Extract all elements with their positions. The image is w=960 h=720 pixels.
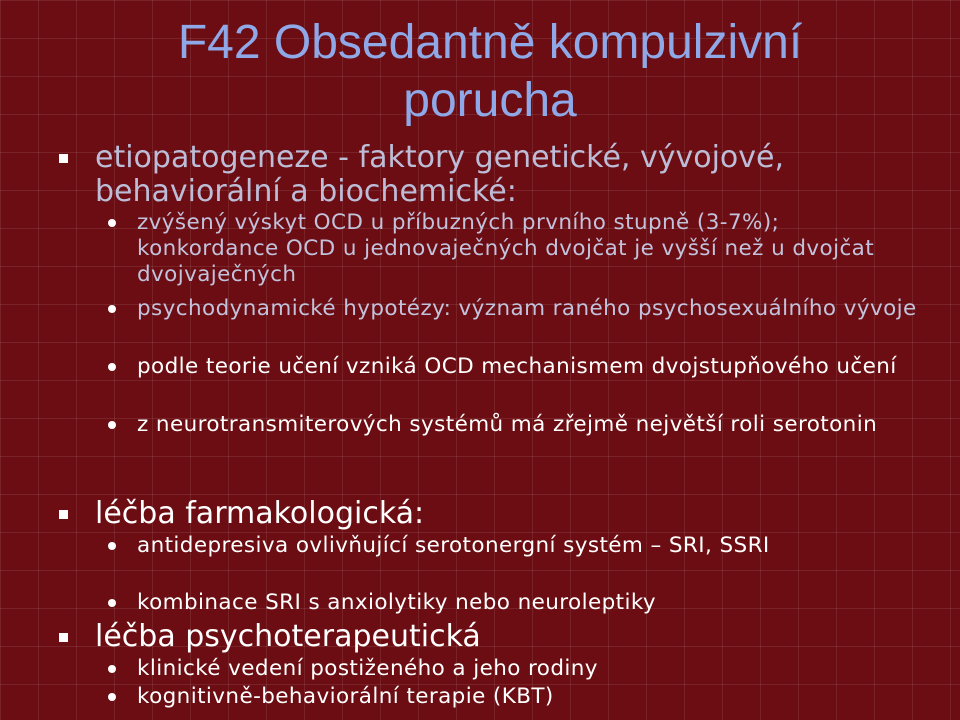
square-bullet-icon	[59, 510, 68, 519]
list-item-clinical-guidance: klinické vedení postiženého a jeho rodiny	[137, 656, 917, 682]
round-bullet-icon	[108, 693, 116, 701]
section-heading-pharmacological: léčba farmakologická:	[95, 497, 935, 531]
title-line-2: porucha	[403, 74, 577, 127]
list-item-combination: kombinace SRI s anxiolytiky nebo neuroleptiky	[137, 590, 917, 616]
round-bullet-icon	[108, 599, 116, 607]
list-item-genetics: zvýšený výskyt OCD u příbuzných prvního stupně (3-7%); konkordance OCD u jednovaječných dvojčat je vyšší než u dvojčat dvojvaječných	[137, 210, 917, 288]
list-item-cbt: kognitivně-behaviorální terapie (KBT)	[137, 684, 917, 710]
round-bullet-icon	[108, 363, 116, 371]
round-bullet-icon	[108, 305, 116, 313]
round-bullet-icon	[108, 421, 116, 429]
square-bullet-icon	[59, 154, 68, 163]
round-bullet-icon	[108, 665, 116, 673]
list-item-learning-theory: podle teorie učení vzniká OCD mechanismem dvojstupňového učení	[137, 354, 917, 380]
section-heading-etiopatogeneze: etiopatogeneze - faktory genetické, vývojové, behaviorální a biochemické:	[95, 141, 935, 209]
slide-title	[60, 14, 920, 130]
list-item-antidepressants: antidepresiva ovlivňující serotonergní systém – SRI, SSRI	[137, 533, 917, 559]
square-bullet-icon	[59, 633, 68, 642]
section-heading-psychotherapeutic: léčba psychoterapeutická	[95, 620, 935, 654]
round-bullet-icon	[108, 542, 116, 550]
list-item-psychodynamic: psychodynamické hypotézy: význam raného psychosexuálního vývoje	[137, 296, 917, 322]
title-line-1: F42 Obsedantně kompulzivní	[177, 16, 803, 69]
round-bullet-icon	[108, 219, 116, 227]
list-item-serotonin: z neurotransmiterových systémů má zřejmě největší roli serotonin	[137, 412, 917, 438]
